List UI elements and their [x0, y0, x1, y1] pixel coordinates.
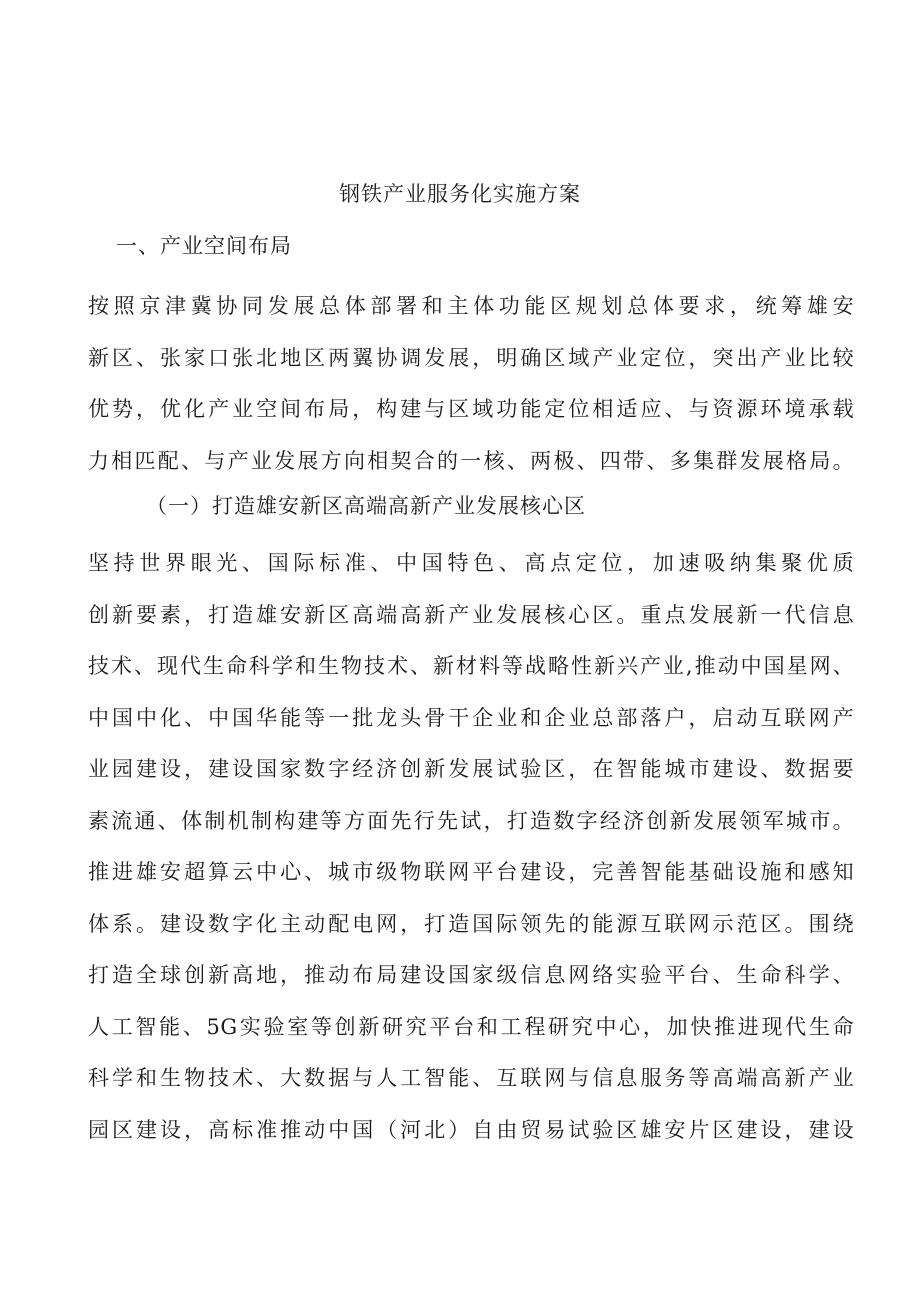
- paragraph-line: 科学和生物技术、大数据与人工智能、互联网与信息服务等高端高新产业: [88, 1066, 854, 1090]
- paragraph-line: 新区、张家口张北地区两翼协调发展，明确区域产业定位，突出产业比较: [88, 345, 854, 370]
- paragraph-line: 技术、现代生命科学和生物技术、新材料等战略性新兴产业,推动中国星网、: [88, 654, 854, 678]
- paragraph-line: 力相匹配、与产业发展方向相契合的一核、两极、四带、多集群发展格局。: [88, 448, 854, 473]
- paragraph-line: 园区建设，高标准推动中国（河北）自由贸易试验区雄安片区建设，建设: [88, 1117, 854, 1142]
- paragraph-line: 中国中化、中国华能等一批龙头骨干企业和企业总部落户，启动互联网产: [88, 705, 854, 730]
- paragraph-line: 创新要素，打造雄安新区高端高新产业发展核心区。重点发展新一代信息: [88, 602, 854, 627]
- section-heading: 一、产业空间布局: [116, 234, 292, 258]
- subsection-heading: （一）打造雄安新区高端高新产业发展核心区: [146, 494, 586, 518]
- paragraph-line: 推进雄安超算云中心、城市级物联网平台建设，完善智能基础设施和感知: [88, 860, 854, 884]
- paragraph-line: 按照京津冀协同发展总体部署和主体功能区规划总体要求，统筹雄安: [88, 294, 854, 318]
- paragraph-line: 体系。建设数字化主动配电网，打造国际领先的能源互联网示范区。围绕: [88, 911, 854, 936]
- paragraph-line: 素流通、体制机制构建等方面先行先试，打造数字经济创新发展领军城市。: [88, 808, 854, 833]
- paragraph-2: [88, 538, 854, 1156]
- paragraph-line: 优势，优化产业空间布局，构建与区域功能定位相适应、与资源环境承载: [88, 397, 854, 421]
- paragraph-line: 人工智能、5G实验室等创新研究平台和工程研究中心，加快推进现代生命: [88, 1014, 854, 1039]
- paragraph-line: 业园建设，建设国家数字经济创新发展试验区，在智能城市建设、数据要: [88, 757, 854, 781]
- paragraph-line: 打造全球创新高地，推动布局建设国家级信息网络实验平台、生命科学、: [88, 963, 854, 987]
- paragraph-line: 坚持世界眼光、国际标准、中国特色、高点定位，加速吸纳集聚优质: [88, 551, 854, 575]
- document-title: 钢铁产业服务化实施方案: [339, 182, 581, 206]
- paragraph-1: [88, 281, 854, 487]
